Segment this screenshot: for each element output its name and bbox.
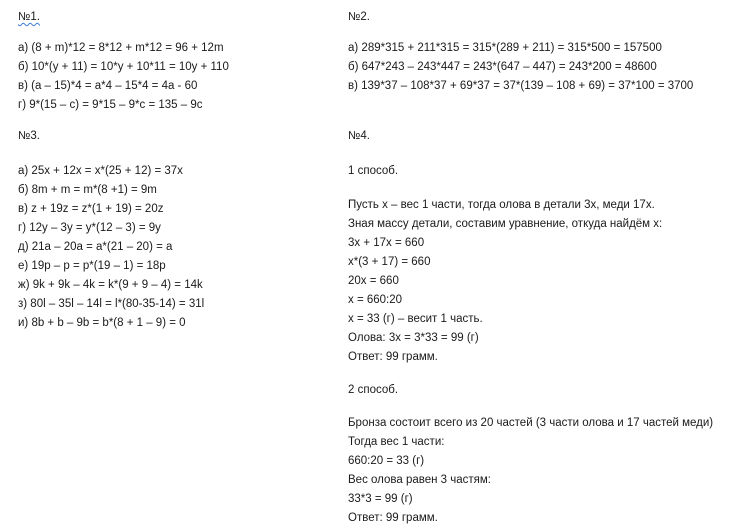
task4-method2-line: Вес олова равен 3 частям: [348, 474, 491, 486]
task3-line-z: з) 80l – 35l – 14l = l*(80-35-14) = 31l [18, 298, 205, 310]
task3-line-i: и) 8b + b – 9b = b*(8 + 1 – 9) = 0 [18, 317, 186, 329]
task3-line-zh: ж) 9k + 9k – 4k = k*(9 + 9 – 4) = 14k [18, 279, 203, 291]
task4-method1-title: 1 способ. [348, 165, 399, 177]
task4-method1-answer: Ответ: 99 грамм. [348, 351, 438, 363]
task3-line-e: е) 19p – p = p*(19 – 1) = 18p [18, 260, 166, 272]
task4-method1-line: Зная массу детали, составим уравнение, откуда найдём x: [348, 218, 663, 230]
task3-line-v: в) z + 19z = z*(1 + 19) = 20z [18, 203, 164, 215]
task1-heading: №1. [18, 11, 40, 23]
task4-method2-line: Бронза состоит всего из 20 частей (3 части олова и 17 частей меди) [348, 417, 714, 429]
task1-line-a: а) (8 + m)*12 = 8*12 + m*12 = 96 + 12m [18, 42, 224, 54]
task4-heading: №4. [348, 130, 370, 142]
task2-heading: №2. [348, 11, 370, 23]
task4-method1-line: Пусть x – вес 1 части, тогда олова в детали 3x, меди 17x. [348, 199, 655, 211]
task3-line-g: г) 12y – 3y = y*(12 – 3) = 9y [18, 222, 161, 234]
task4-method1-line: x = 33 (г) – весит 1 часть. [348, 313, 483, 325]
task3-line-d: д) 21a – 20a = a*(21 – 20) = a [18, 241, 173, 253]
task2-line-a: а) 289*315 + 211*315 = 315*(289 + 211) = 315*500 = 157500 [348, 42, 662, 54]
task2-line-b: б) 647*243 – 243*447 = 243*(647 – 447) = 243*200 = 48600 [348, 61, 657, 73]
task2-line-v: в) 139*37 – 108*37 + 69*37 = 37*(139 – 108 + 69) = 37*100 = 3700 [348, 80, 694, 92]
task4-method2-line: 660:20 = 33 (г) [348, 455, 425, 467]
task3-line-a: а) 25x + 12x = x*(25 + 12) = 37x [18, 165, 183, 177]
task4-method2-answer: Ответ: 99 грамм. [348, 512, 438, 524]
task4-method2-line: 33*3 = 99 (г) [348, 493, 413, 505]
task4-method2-title: 2 способ. [348, 384, 399, 396]
task1-line-b: б) 10*(y + 11) = 10*y + 10*11 = 10y + 110 [18, 61, 229, 73]
task4-method1-line: 3x + 17x = 660 [348, 237, 425, 249]
task4-method2-line: Тогда вес 1 части: [348, 436, 445, 448]
task1-line-g: г) 9*(15 – c) = 9*15 – 9*c = 135 – 9c [18, 99, 203, 111]
task3-line-b: б) 8m + m = m*(8 +1) = 9m [18, 184, 157, 196]
task4-method1-line: 20x = 660 [348, 275, 399, 287]
task4-method1-line: x*(3 + 17) = 660 [348, 256, 431, 268]
task4-method1-line: Олова: 3x = 3*33 = 99 (г) [348, 332, 479, 344]
task4-method1-line: x = 660:20 [348, 294, 403, 306]
task3-heading: №3. [18, 130, 40, 142]
task1-line-v: в) (a – 15)*4 = a*4 – 15*4 = 4a - 60 [18, 80, 198, 92]
